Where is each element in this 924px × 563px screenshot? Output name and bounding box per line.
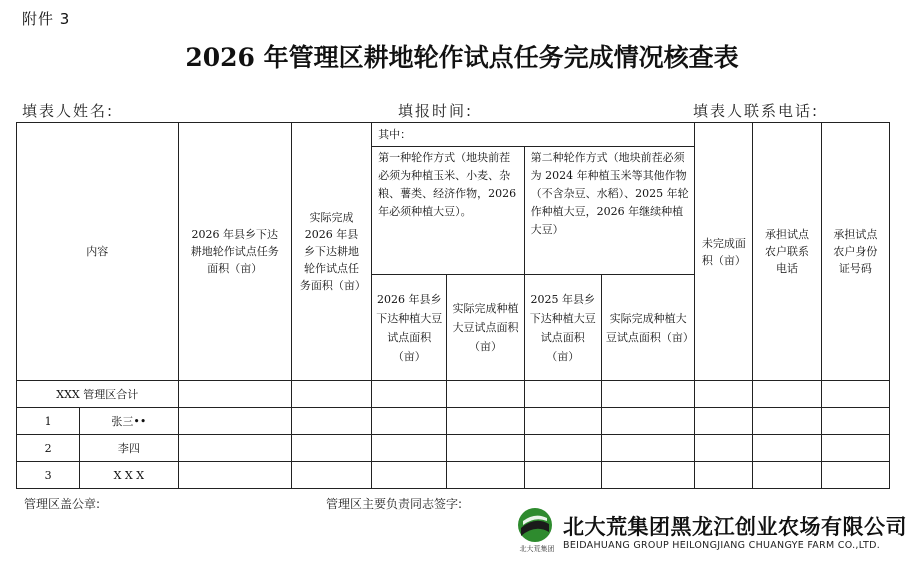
data-cell[interactable] bbox=[178, 462, 291, 489]
header-mode2: 第二种轮作方式（地块前茬必须为 2024 年种植玉米等其他作物（不含杂豆、水稻）、2025 年轮作种植大豆，2026 年继续种植大豆） bbox=[524, 147, 695, 275]
row-number: 2 bbox=[17, 435, 80, 462]
header-m1-actual: 实际完成种植大豆试点面积（亩） bbox=[447, 275, 524, 381]
seal-label: 管理区盖公章: bbox=[24, 497, 101, 511]
fill-time-label: 填报时间: bbox=[398, 102, 474, 120]
data-cell[interactable] bbox=[821, 408, 889, 435]
header-task-area: 2026 年县乡下达耕地轮作试点任务面积（亩） bbox=[178, 123, 291, 381]
data-cell[interactable] bbox=[524, 462, 601, 489]
header-m1-task: 2026 年县乡下达种植大豆试点面积（亩） bbox=[372, 275, 447, 381]
data-cell[interactable] bbox=[291, 435, 371, 462]
row-number: 3 bbox=[17, 462, 80, 489]
data-cell[interactable] bbox=[601, 462, 694, 489]
sign-label: 管理区主要负责同志签字: bbox=[326, 497, 463, 511]
company-name-en: BEIDAHUANG GROUP HEILONGJIANG CHUANGYE FARM CO.,LTD. bbox=[563, 540, 881, 551]
header-mode1: 第一种轮作方式（地块前茬必须为种植玉米、小麦、杂粮、薯类、经济作物，2026 年必须种植大豆）。 bbox=[372, 147, 525, 275]
data-cell[interactable] bbox=[601, 408, 694, 435]
data-cell[interactable] bbox=[695, 462, 753, 489]
data-cell[interactable] bbox=[753, 435, 821, 462]
data-cell[interactable] bbox=[447, 435, 524, 462]
header-actual-area: 实际完成 2026 年县乡下达耕地轮作试点任务面积（亩） bbox=[291, 123, 371, 381]
row-name: 李四 bbox=[80, 435, 178, 462]
data-cell[interactable] bbox=[372, 435, 447, 462]
attachment-label: 附件 3 bbox=[22, 10, 71, 28]
total-cell[interactable] bbox=[447, 381, 524, 408]
header-m2-actual: 实际完成种植大豆试点面积（亩） bbox=[601, 275, 694, 381]
data-cell[interactable] bbox=[291, 462, 371, 489]
header-of-which: 其中： bbox=[372, 123, 695, 147]
table-row bbox=[17, 435, 890, 462]
filler-name-label: 填表人姓名: bbox=[22, 102, 115, 120]
row-name: X X X bbox=[80, 462, 178, 489]
page-title: 2026 年管理区耕地轮作试点任务完成情况核查表 bbox=[185, 43, 739, 72]
total-cell[interactable] bbox=[291, 381, 371, 408]
header-farmer-phone: 承担试点农户联系电话 bbox=[753, 123, 821, 381]
data-cell[interactable] bbox=[447, 462, 524, 489]
data-cell[interactable] bbox=[821, 435, 889, 462]
data-cell[interactable] bbox=[178, 408, 291, 435]
data-cell[interactable] bbox=[601, 435, 694, 462]
header-unfinished: 未完成面积（亩） bbox=[695, 123, 753, 381]
data-cell[interactable] bbox=[695, 408, 753, 435]
verification-table bbox=[16, 122, 890, 489]
data-cell[interactable] bbox=[524, 408, 601, 435]
data-cell[interactable] bbox=[695, 435, 753, 462]
filler-phone-label: 填表人联系电话: bbox=[693, 102, 820, 120]
total-cell[interactable] bbox=[178, 381, 291, 408]
total-cell[interactable] bbox=[753, 381, 821, 408]
header-content: 内容 bbox=[17, 123, 179, 381]
data-cell[interactable] bbox=[178, 435, 291, 462]
total-cell[interactable] bbox=[372, 381, 447, 408]
total-row-label: XXX 管理区合计 bbox=[17, 381, 179, 408]
row-number: 1 bbox=[17, 408, 80, 435]
total-cell[interactable] bbox=[524, 381, 601, 408]
row-name: 张三•• bbox=[80, 408, 178, 435]
company-logo bbox=[515, 506, 915, 558]
data-cell[interactable] bbox=[753, 462, 821, 489]
total-cell[interactable] bbox=[695, 381, 753, 408]
data-cell[interactable] bbox=[291, 408, 371, 435]
data-cell[interactable] bbox=[372, 462, 447, 489]
table-row bbox=[17, 462, 890, 489]
beidahuang-logo-icon bbox=[515, 506, 555, 546]
table-row bbox=[17, 408, 890, 435]
data-cell[interactable] bbox=[821, 462, 889, 489]
header-m2-task: 2025 年县乡下达种植大豆试点面积（亩） bbox=[524, 275, 601, 381]
logo-small-text: 北大荒集团 bbox=[519, 545, 555, 553]
company-name-cn: 北大荒集团黑龙江创业农场有限公司 bbox=[563, 515, 907, 539]
total-cell[interactable] bbox=[821, 381, 889, 408]
data-cell[interactable] bbox=[524, 435, 601, 462]
data-cell[interactable] bbox=[753, 408, 821, 435]
header-farmer-id: 承担试点农户身份证号码 bbox=[821, 123, 889, 381]
data-cell[interactable] bbox=[372, 408, 447, 435]
data-cell[interactable] bbox=[447, 408, 524, 435]
total-cell[interactable] bbox=[601, 381, 694, 408]
